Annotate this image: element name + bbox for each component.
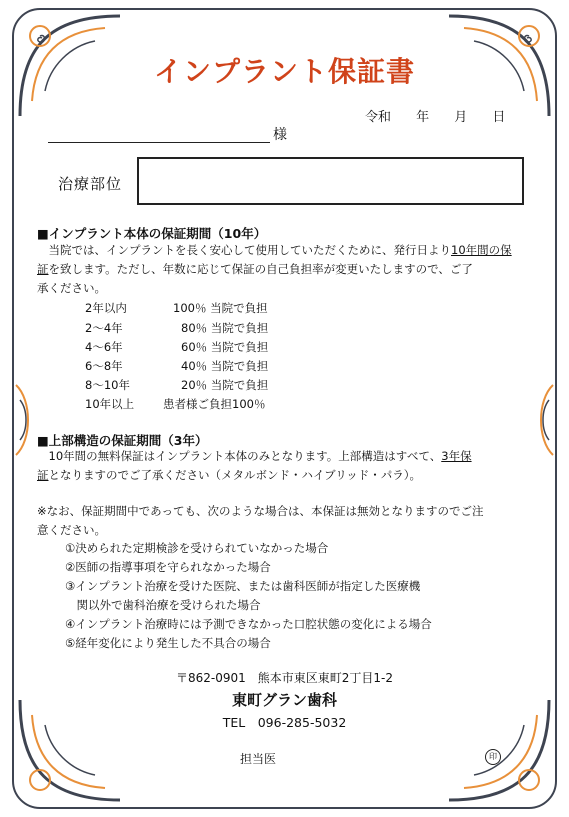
section2-heading: ■上部構造の保証期間（3年） (37, 433, 208, 448)
note-line-1: ※なお、保証期間中であっても、次のような場合は、本保証は無効となりますのでご注 (37, 504, 484, 518)
customer-honorific: 様 (273, 127, 287, 143)
condition-item: ⑤経年変化により発生した不具合の場合 (65, 636, 271, 650)
rate-period: 8～10年 (85, 378, 130, 392)
section2-text: 10年間の無料保証はインプラント本体のみとなります。上部構造はすべて、 (37, 449, 442, 463)
condition-item: ①決められた定期検診を受けられていなかった場合 (65, 541, 329, 555)
rate-value: 40％ 当院で負担 (181, 359, 269, 373)
superstructure-period-underline-cont: 証 (37, 468, 49, 482)
issue-date: 令和 年 月 日 (365, 110, 506, 125)
condition-item: ④インプラント治療時には予測できなかった口腔状態の変化による場合 (65, 617, 432, 631)
rate-period: 10年以上 (85, 397, 135, 411)
condition-item: ③インプラント治療を受けた医院、または歯科医師が指定した医療機 (65, 579, 421, 593)
document-title: インプラント保証書 (153, 55, 415, 88)
rate-period: 2年以内 (85, 301, 127, 315)
clinic-address: 〒862-0901 熊本市東区東町2丁目1-2 (175, 671, 393, 685)
warranty-period-underline-cont: 証 (37, 262, 49, 276)
treatment-area-field[interactable] (137, 157, 524, 205)
rate-value: 20％ 当院で負担 (181, 378, 269, 392)
section1-text-2: を致します。ただし、年数に応じて保証の自己負担率が変更いたしますので、ご了 (48, 262, 473, 276)
rate-value: 患者様ご負担100％ (163, 397, 266, 411)
condition-item: 関以外で歯科治療を受けられた場合 (65, 598, 261, 612)
rate-period: 2～4年 (85, 321, 123, 335)
seal-mark: 印 (485, 749, 501, 765)
treatment-area-label: 治療部位 (58, 175, 123, 193)
superstructure-period-underline: 3年保 (441, 449, 472, 463)
doctor-label: 担当医 (240, 752, 277, 766)
customer-name-line[interactable] (48, 142, 270, 143)
rate-period: 4～6年 (85, 340, 123, 354)
clinic-phone: TEL 096-285-5032 (222, 715, 347, 730)
rate-period: 6～8年 (85, 359, 123, 373)
warranty-period-underline: 10年間の保 (451, 243, 512, 257)
section1-heading: ■インプラント本体の保証期間（10年） (37, 226, 267, 241)
condition-item: ②医師の指導事項を守られなかった場合 (65, 560, 271, 574)
section2-paragraph (37, 447, 537, 485)
section1-paragraph (37, 241, 537, 298)
section1-text-3: 承ください。 (37, 281, 106, 295)
section1-text: 当院では、インプラントを長く安心して使用していただくために、発行日より (37, 243, 451, 257)
invalidation-note (37, 502, 537, 540)
rate-value: 100％ 当院で負担 (173, 301, 268, 315)
rate-value: 60％ 当院で負担 (181, 340, 269, 354)
clinic-name: 東町グラン歯科 (231, 691, 337, 709)
note-line-2: 意ください。 (37, 523, 106, 537)
section2-text-2: となりますのでご了承ください（メタルボンド・ハイブリッド・パラ）。 (48, 468, 421, 482)
rate-value: 80％ 当院で負担 (181, 321, 269, 335)
